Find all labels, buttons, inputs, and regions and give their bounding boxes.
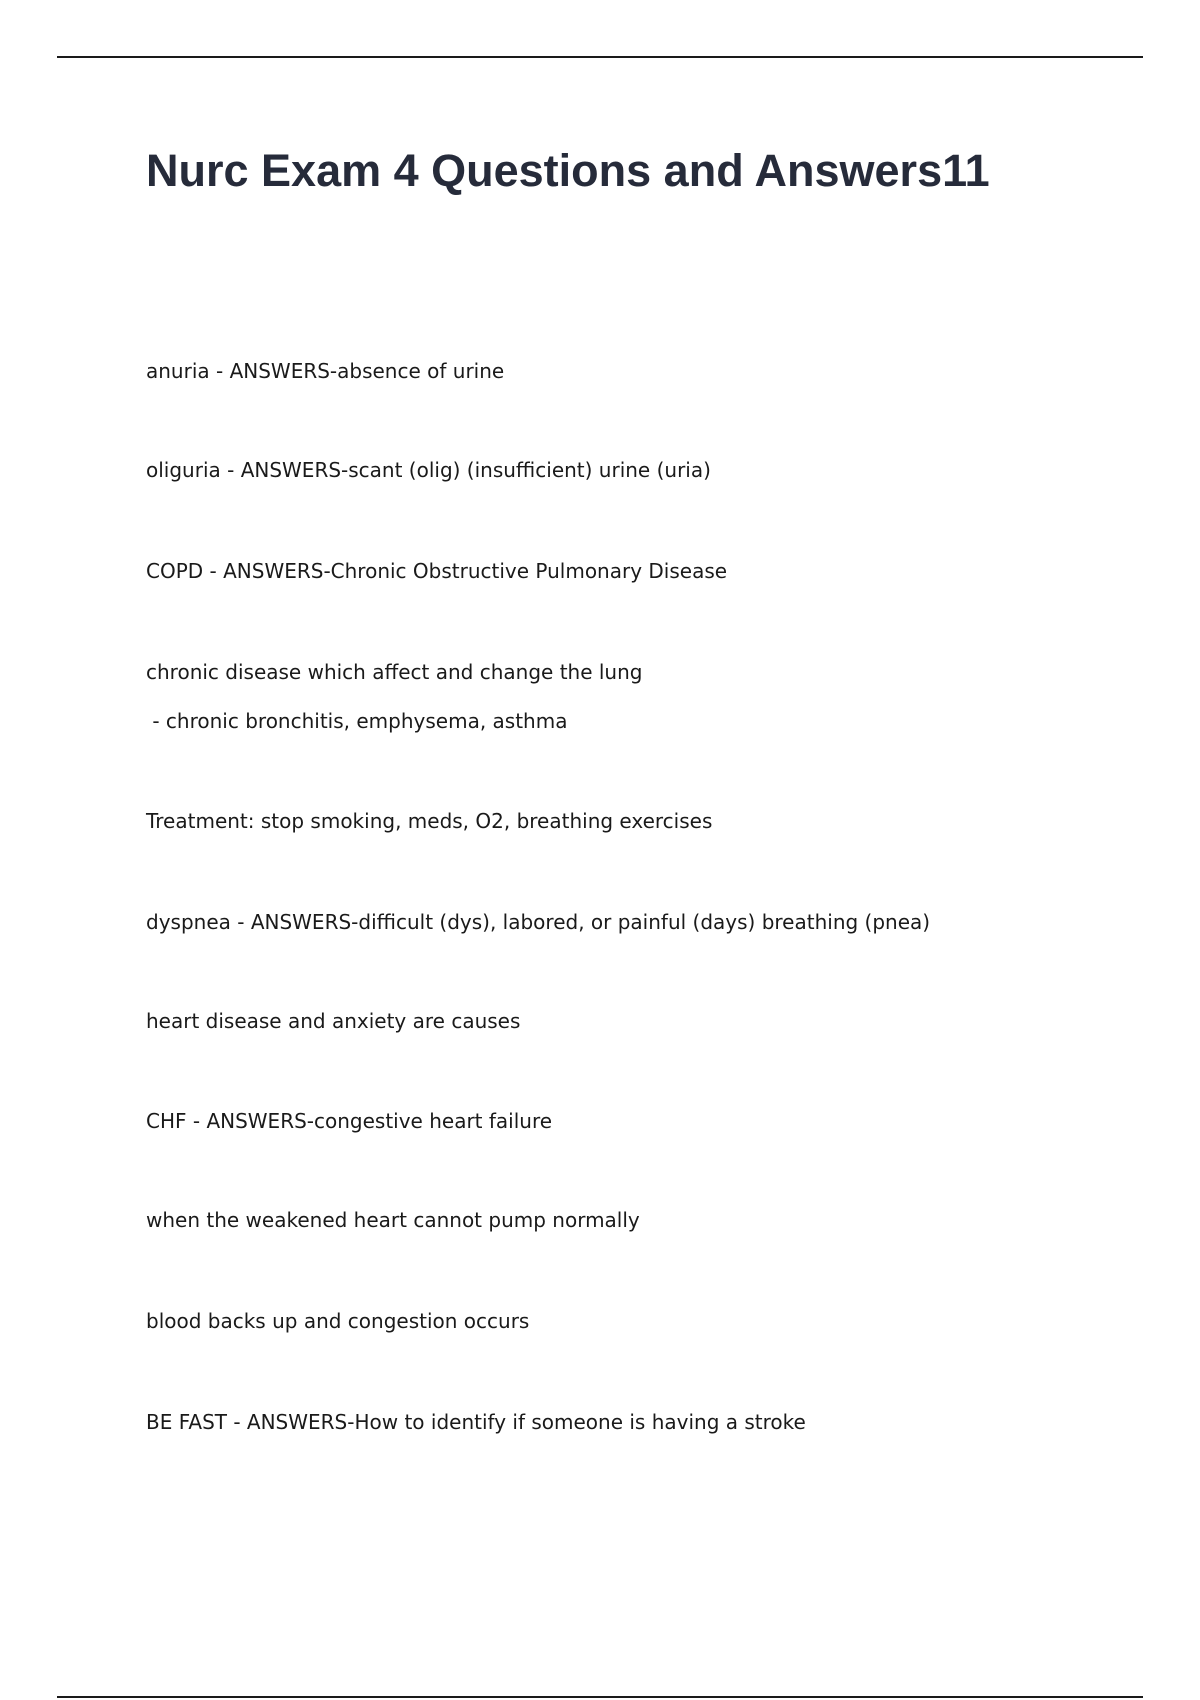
paragraph-copd-types: - chronic bronchitis, emphysema, asthma [146, 709, 568, 733]
paragraph-copd-treatment: Treatment: stop smoking, meds, O2, breathing exercises [146, 809, 713, 833]
bottom-rule [57, 1696, 1143, 1698]
paragraph-chf: CHF - ANSWERS-congestive heart failure [146, 1109, 553, 1133]
paragraph-anuria: anuria - ANSWERS-absence of urine [146, 359, 505, 383]
paragraph-dyspnea: dyspnea - ANSWERS-difficult (dys), labored, or painful (days) breathing (pnea) [146, 910, 931, 934]
document-title: Nurc Exam 4 Questions and Answers11 [146, 145, 990, 196]
paragraph-copd-description: chronic disease which affect and change the lung [146, 660, 643, 684]
paragraph-be-fast: BE FAST - ANSWERS-How to identify if someone is having a stroke [146, 1410, 806, 1434]
paragraph-chf-description: when the weakened heart cannot pump normally [146, 1208, 640, 1232]
paragraph-chf-congestion: blood backs up and congestion occurs [146, 1309, 530, 1333]
paragraph-dyspnea-causes: heart disease and anxiety are causes [146, 1009, 521, 1033]
top-rule [57, 56, 1143, 58]
paragraph-oliguria: oliguria - ANSWERS-scant (olig) (insufficient) urine (uria) [146, 458, 711, 482]
paragraph-copd: COPD - ANSWERS-Chronic Obstructive Pulmonary Disease [146, 559, 728, 583]
